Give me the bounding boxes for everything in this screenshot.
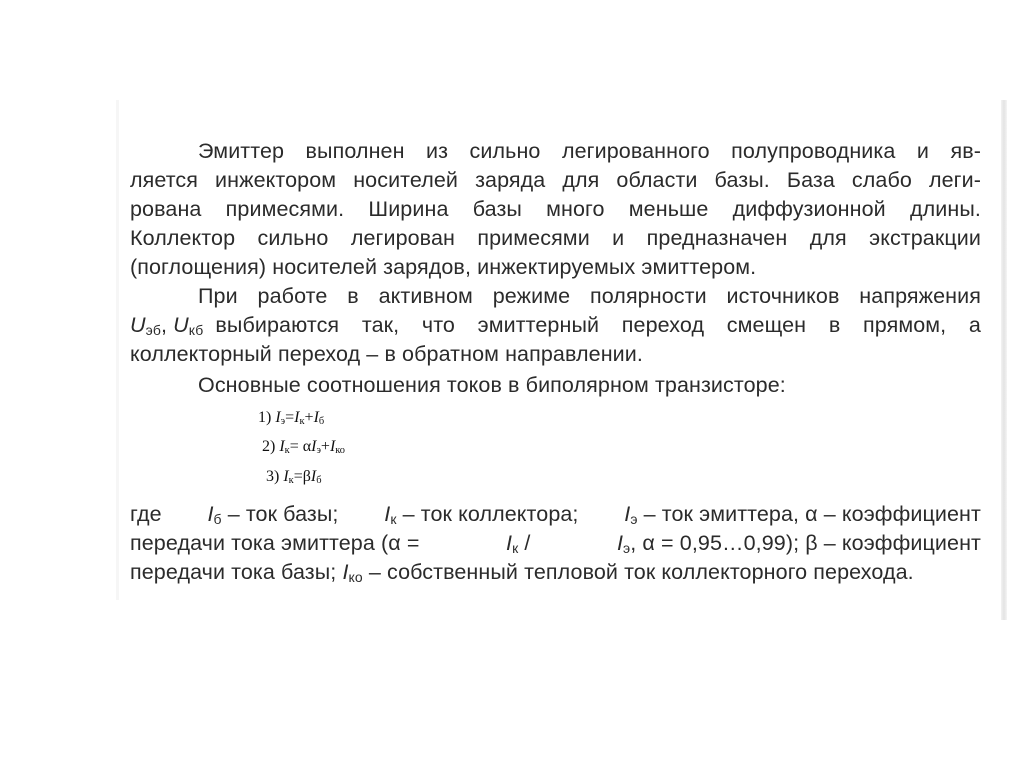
scan-edge-right <box>1001 100 1007 620</box>
formula-1: 1) $I_э=I_к+I_б$ <box>258 409 325 428</box>
paragraph4-line3: передачи тока базы; $I_{ко}$ – собственный тепловой ток коллекторного перехода. <box>130 560 914 585</box>
scanned-text-page <box>119 125 1001 595</box>
paragraph2-line2: $U_{эб}$, $U_{кб}$ выбираются так, что эмиттерный переход смещен в прямом, а <box>130 312 981 343</box>
paragraph1-line2: ляется инжектором носителей заряда для области базы. База слабо леги- <box>130 168 981 192</box>
paragraph4-line1: где $I_б$ – ток базы; $I_к$ – ток коллектора; $I_э$ – ток эмиттера, α – коэффициент <box>130 502 981 527</box>
paragraph1-line4: Коллектор сильно легирован примесями и предназначен для экстракции <box>130 226 981 250</box>
voltage-labels: $U_{эб}$, $U_{кб}$ <box>130 313 204 338</box>
paragraph1-line3: рована примесями. Ширина базы много меньше диффузионной длины. <box>130 197 981 221</box>
paragraph3-line1: Основные соотношения токов в биполярном транзисторе: <box>198 373 786 397</box>
paragraph1-line1: Эмиттер выполнен из сильно легированного полупроводника и яв- <box>198 139 981 163</box>
formula-2: 2) $I_к= \alpha I_э+I_{ко}$ <box>262 438 345 457</box>
paragraph1-line5: (поглощения) носителей зарядов, инжектируемых эмиттером. <box>130 255 757 279</box>
paragraph2-line3: коллекторный переход – в обратном направлении. <box>130 342 643 366</box>
paragraph2-line1: При работе в активном режиме полярности источников напряжения <box>198 284 981 308</box>
formula-3: 3) $I_к=\beta I_б$ <box>266 468 322 487</box>
paragraph4-line2: передачи тока эмиттера (α = $I_к$ / $I_э$, α = 0,95…0,99); β – коэффициент <box>130 531 981 556</box>
